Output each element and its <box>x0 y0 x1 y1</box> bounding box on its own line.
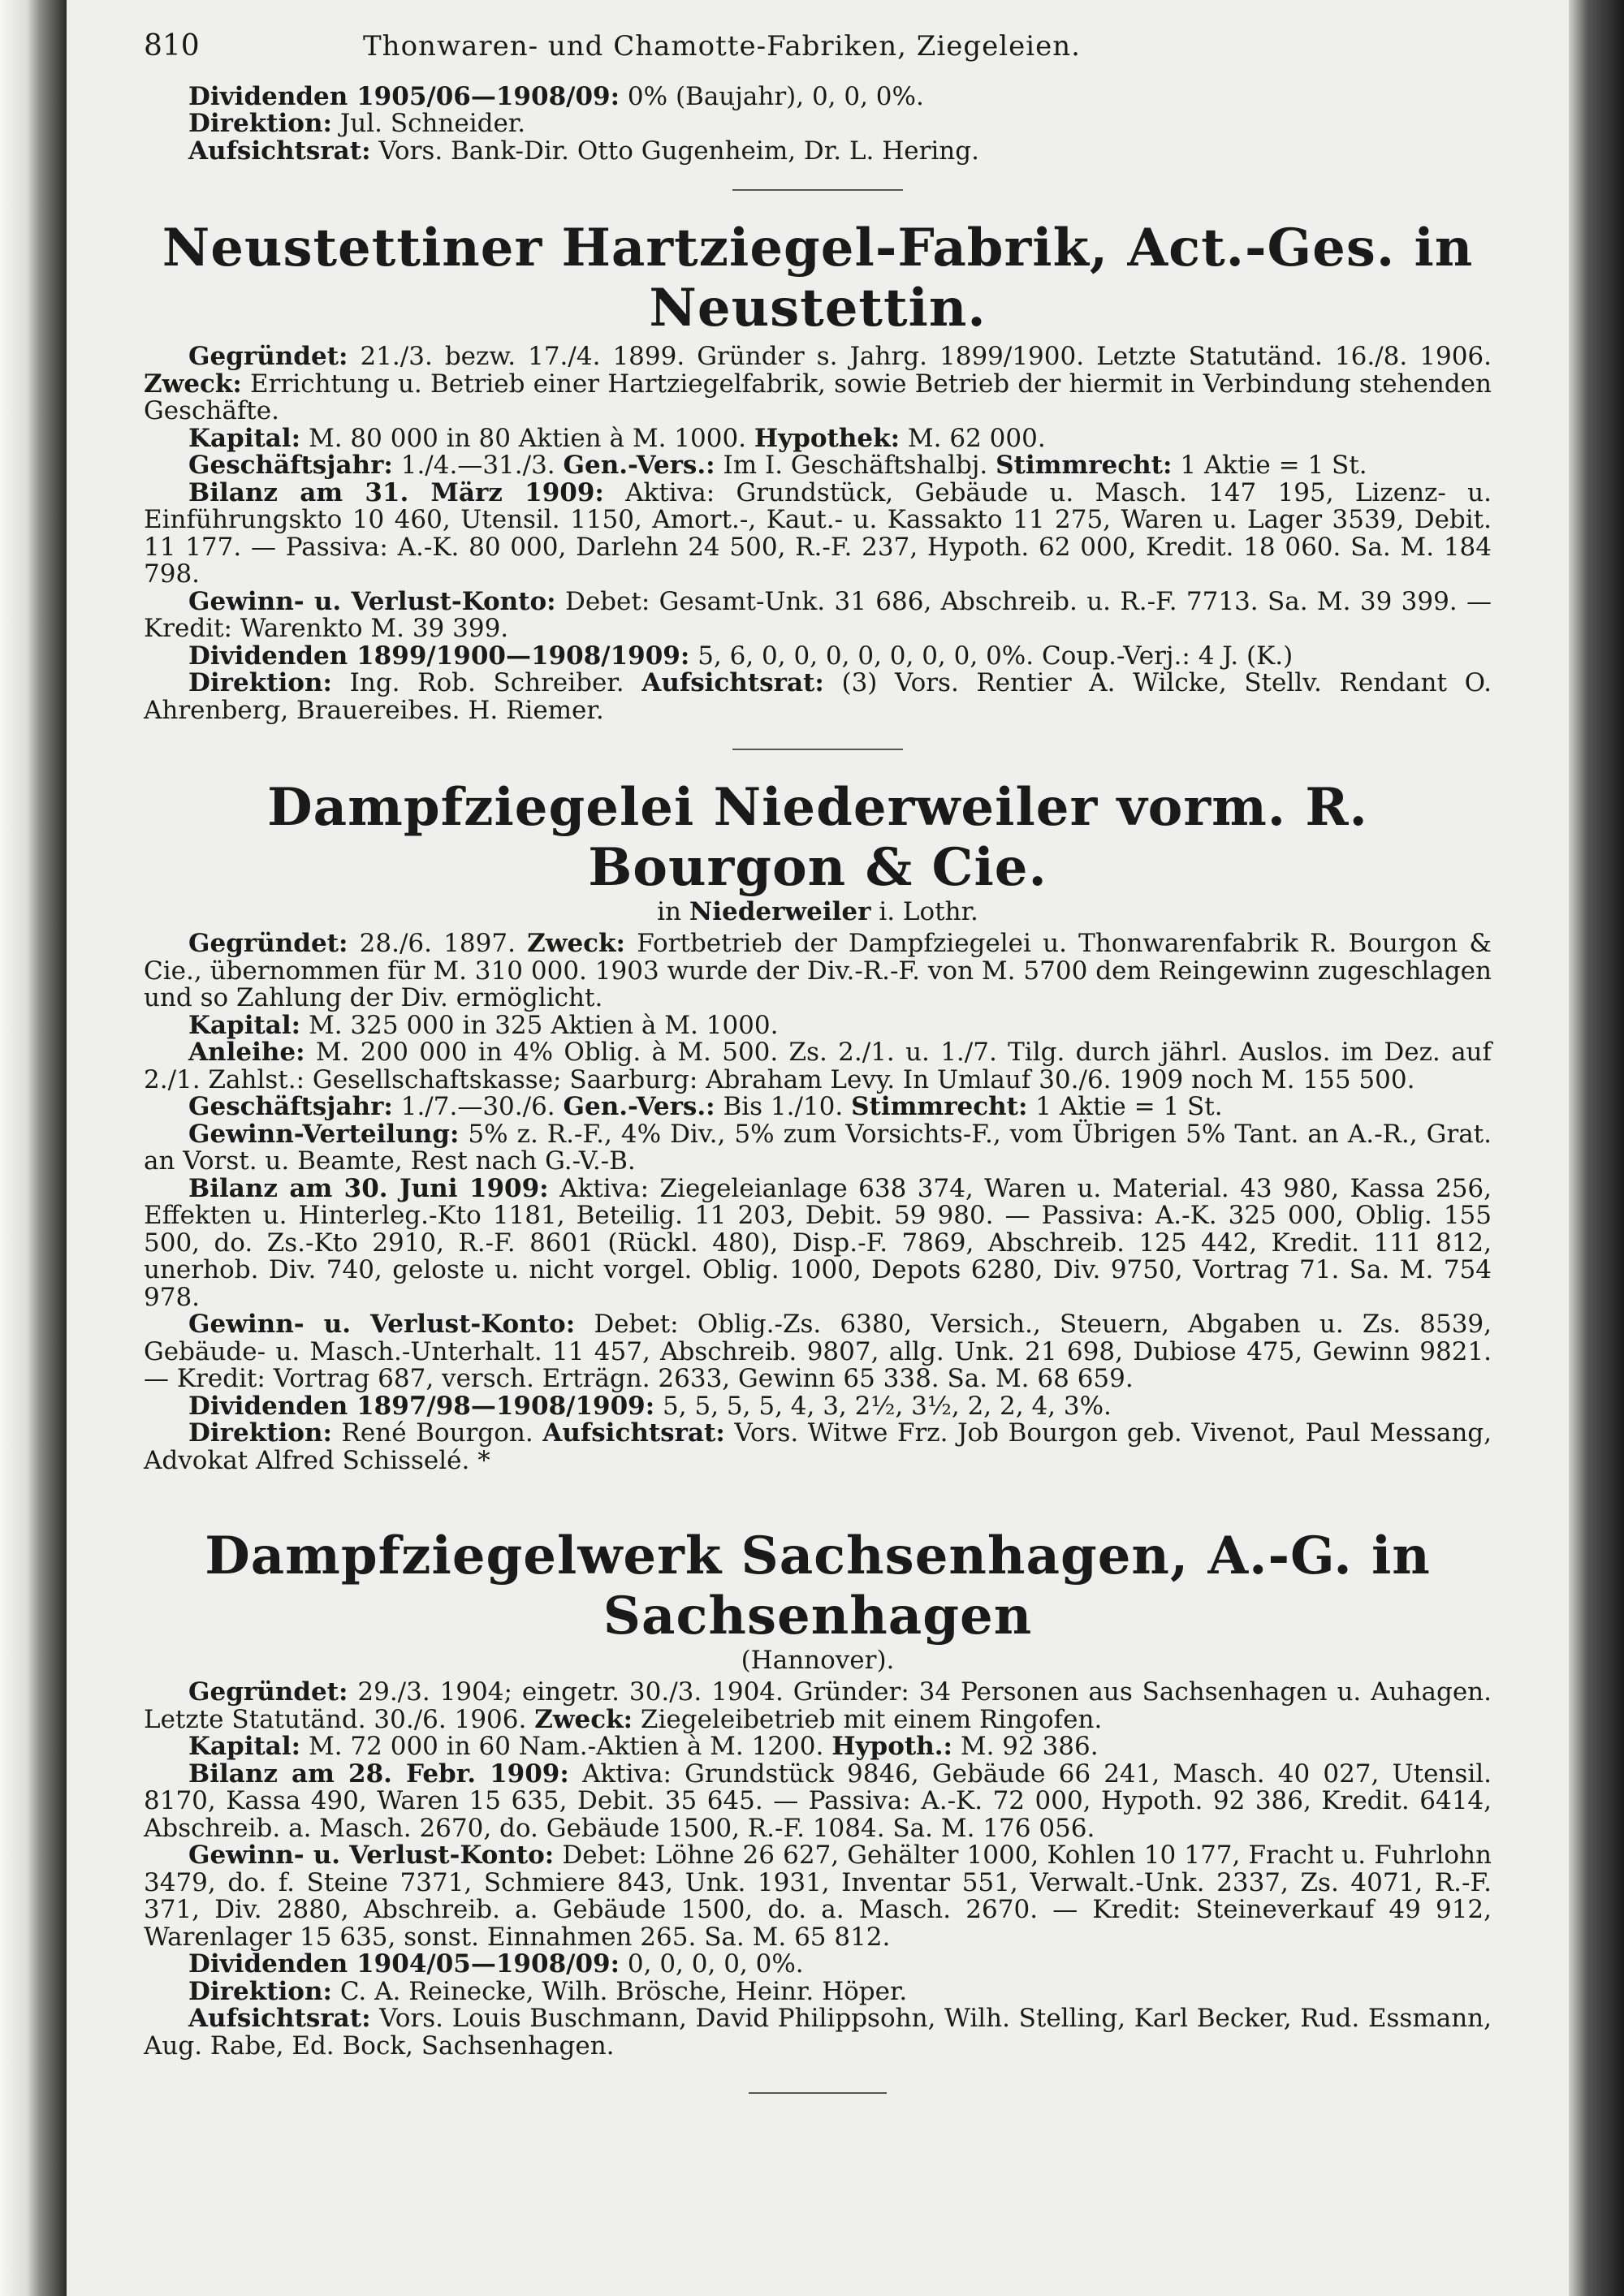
field-text: Ziegeleibetrieb mit einem Ringofen. <box>640 1704 1103 1734</box>
field-text: 0, 0, 0, 0, 0%. <box>627 1949 804 1979</box>
entry-dividends <box>144 643 1492 671</box>
field-label: Gegründet: <box>188 929 348 958</box>
field-text: Debet: Gesamt-Unk. 31 686, Abschreib. u. R.-F. 7713. Sa. M. 39 399. — Kredit: Warenkto M. 39 399. <box>144 586 1492 643</box>
entry-board <box>144 670 1492 724</box>
book-spine-shadow <box>0 0 67 2296</box>
field-label: Kapital: <box>188 1010 301 1040</box>
field-text: M. 72 000 in 60 Nam.-Aktien à M. 1200. <box>308 1732 824 1761</box>
entry-direktion <box>144 1976 1492 2006</box>
entry-capital <box>144 1012 1492 1040</box>
field-label: Gewinn- u. Verlust-Konto: <box>188 586 556 616</box>
field-text: Bis 1./10. <box>723 1092 844 1121</box>
field-label: Kapital: <box>188 423 301 453</box>
top-direktion-text: Jul. Schneider. <box>339 109 526 138</box>
field-text: 29./3. 1904; eingetr. 30./3. 1904. Gründer: 34 Personen aus Sachsenhagen u. Auhagen. Letzte Statutänd. 30./6. 1906. <box>144 1677 1492 1734</box>
field-text: René Bourgon. <box>341 1418 533 1448</box>
field-text: Aktiva: Grundstück, Gebäude u. Masch. 147 195, Lizenz- u. Einführungskto 10 460, Utensil. 1150, Amort.-, Kaut.- u. Kassakto 11 275, Waren u. Lager 3539, Debit. 11 177. — Passiva: A.-K. 80 000, Darlehn 24 500, R.-F. 237, Hypoth. 62 000, Kredit. 18 060. Sa. M. 184 798. <box>144 477 1492 589</box>
field-label: Direktion: <box>188 1976 332 2006</box>
document-page <box>67 0 1569 2296</box>
field-label: Zweck: <box>527 929 625 958</box>
page-header <box>144 29 1492 63</box>
entry-aufsichtsrat <box>144 2005 1492 2060</box>
field-text: Aktiva: Ziegeleianlage 638 374, Waren u. Material. 43 980, Kassa 256, Effekten u. Hinterleg.-Kto 1181, Beteilig. 11 203, Debit. 59 980. — Passiva: A.-K. 325 000, Oblig. 155 500, do. Zs.-Kto 2910, R.-F. 8601 (Rückl. 480), Disp.-F. 7869, Abschreib. 125 442, Kredit. 111 812, unerhob. Div. 740, geloste u. nicht vorgel. Oblig. 1000, Depots 6280, Div. 9750, Vortrag 71. Sa. M. 754 978. <box>144 1173 1492 1312</box>
field-label: Bilanz am 31. März 1909: <box>188 477 604 507</box>
entry-fiscal <box>144 1094 1492 1121</box>
field-label: Gewinn- u. Verlust-Konto: <box>188 1841 555 1870</box>
field-text: Debet: Löhne 26 627, Gehälter 1000, Kohlen 10 177, Fracht u. Fuhrlohn 3479, do. f. Steine 7371, Schmiere 843, Unk. 1931, Inventar 551, Verwalt.-Unk. 2337, Zs. 4071, R.-F. 371, Div. 2880, Abschreib. a. Gebäude 1500, do. a. Masch. 2670. — Kredit: Steineverkauf 49 912, Warenlager 15 635, sonst. Einnahmen 265. Sa. M. 65 812. <box>144 1841 1492 1952</box>
entry-balance <box>144 477 1492 589</box>
field-text: 21./3. bezw. 17./4. 1899. Gründer s. Jahrg. 1899/1900. Letzte Statutänd. 16./8. 1906. <box>360 342 1492 371</box>
field-text: M. 200 000 in 4% Oblig. à M. 500. Zs. 2./1. u. 1./7. Tilg. durch jährl. Auslos. im Dez. auf 2./1. Zahlst.: Gesellschaftskasse; Saarburg: Abraham Levy. In Umlauf 30./6. 1909 noch M. 155 500. <box>144 1038 1492 1094</box>
entry-loan <box>144 1039 1492 1094</box>
field-label: Bilanz am 30. Juni 1909: <box>188 1173 549 1203</box>
entry-profit-loss <box>144 1842 1492 1951</box>
field-text: 5, 5, 5, 5, 4, 3, 2½, 3½, 2, 2, 4, 3%. <box>663 1391 1112 1421</box>
field-label: Aufsichtsrat: <box>188 2004 371 2033</box>
entry-title: Neustettiner Hartziegel-Fabrik, Act.-Ges. in Neustettin. <box>162 218 1474 339</box>
entry-title: Dampfziegelwerk Sachsenhagen, A.-G. in Sachsenhagen <box>205 1526 1431 1646</box>
entry-dividends <box>144 1393 1492 1421</box>
entry-founding <box>144 930 1492 1012</box>
field-text: Vors. Louis Buschmann, David Philippsohn, Wilh. Stelling, Karl Becker, Rud. Essmann, Aug. Rabe, Ed. Bock, Sachsenhagen. <box>144 2004 1492 2061</box>
field-label: Geschäftsjahr: <box>188 1092 393 1121</box>
section-divider <box>732 749 903 750</box>
field-text: M. 62 000. <box>907 423 1046 453</box>
spacer <box>144 1474 1492 1513</box>
field-label: Gegründet: <box>188 342 348 371</box>
field-label: Hypothek: <box>754 423 901 453</box>
entry-balance <box>144 1761 1492 1843</box>
field-label: Aufsichtsrat: <box>542 1418 725 1448</box>
field-label: Dividenden 1904/05—1908/09: <box>188 1949 620 1979</box>
field-label: Dividenden 1899/1900—1908/1909: <box>188 641 690 671</box>
top-direktion <box>144 110 1492 138</box>
running-head: Thonwaren- und Chamotte-Fabriken, Ziegeleien. <box>363 30 1081 63</box>
location-prefix: in <box>657 897 681 926</box>
field-label: Zweck: <box>144 369 242 399</box>
field-label: Anleihe: <box>188 1038 305 1067</box>
field-text: 1./4.—31./3. <box>400 451 555 480</box>
field-text: Ing. Rob. Schreiber. <box>349 668 624 697</box>
field-text: M. 92 386. <box>960 1732 1099 1761</box>
field-label: Aufsichtsrat: <box>641 668 824 697</box>
field-text: Vors. Witwe Frz. Job Bourgon geb. Vivenot, Paul Messang, Advokat Alfred Schisselé. * <box>144 1418 1492 1475</box>
entry-neustettin <box>144 218 1492 724</box>
entry-founding <box>144 343 1492 425</box>
page-number: 810 <box>144 29 200 63</box>
field-label: Gen.-Vers.: <box>563 1092 715 1121</box>
entry-balance <box>144 1173 1492 1312</box>
top-dividenden <box>144 81 1492 111</box>
page-content <box>144 29 1492 2121</box>
top-aufsichtsrat <box>144 138 1492 166</box>
field-label: Bilanz am 28. Febr. 1909: <box>188 1759 569 1789</box>
entry-location <box>144 898 1492 926</box>
field-text: M. 80 000 in 80 Aktien à M. 1000. <box>308 423 747 453</box>
field-label: Gen.-Vers.: <box>563 451 715 480</box>
entry-profit-loss <box>144 1311 1492 1393</box>
field-text: 1 Aktie = 1 St. <box>1180 451 1367 480</box>
entry-dividends <box>144 1951 1492 1979</box>
entry-board <box>144 1420 1492 1474</box>
entry-capital <box>144 425 1492 453</box>
entry-fiscal <box>144 452 1492 480</box>
field-label: Hypoth.: <box>831 1732 952 1761</box>
entry-niederweiler <box>144 778 1492 1474</box>
field-label: Stimmrecht: <box>851 1092 1028 1121</box>
field-label: Dividenden 1897/98—1908/1909: <box>188 1391 655 1421</box>
entry-founding <box>144 1679 1492 1733</box>
field-label: Gewinn- u. Verlust-Konto: <box>188 1310 576 1339</box>
top-entry <box>144 81 1492 166</box>
top-aufsichtsrat-text: Vors. Bank-Dir. Otto Gugenheim, Dr. L. Hering. <box>378 136 979 166</box>
page-edge-shadow <box>1569 0 1624 2296</box>
field-text: 1 Aktie = 1 St. <box>1035 1092 1223 1121</box>
entry-capital <box>144 1733 1492 1761</box>
field-label: Geschäftsjahr: <box>188 451 393 480</box>
field-label: Gegründet: <box>188 1677 348 1707</box>
field-text: Debet: Oblig.-Zs. 6380, Versich., Steuern, Abgaben u. Zs. 8539, Gebäude- u. Masch.-Unterhalt. 11 457, Abschreib. 9807, allg. Unk. 21 698, Dubiose 475, Gewinn 9821. — Kredit: Vortrag 687, versch. Erträgn. 2633, Gewinn 65 338. Sa. M. 68 659. <box>144 1310 1492 1393</box>
top-aufsichtsrat-label: Aufsichtsrat: <box>188 136 371 166</box>
location-suffix: i. Lothr. <box>879 897 978 926</box>
field-text: M. 325 000 in 325 Aktien à M. 1000. <box>308 1010 779 1040</box>
field-text: 1./7.—30./6. <box>400 1092 555 1121</box>
top-dividenden-label: Dividenden 1905/06—1908/09: <box>188 81 620 111</box>
section-divider <box>732 189 903 191</box>
field-label: Stimmrecht: <box>996 451 1173 480</box>
location-place: Niederweiler <box>689 897 871 926</box>
field-label: Zweck: <box>534 1704 633 1734</box>
field-label: Kapital: <box>188 1732 301 1761</box>
section-divider <box>749 2092 887 2094</box>
entry-title: Dampfziegelei Niederweiler vorm. R. Bourgon & Cie. <box>267 777 1368 898</box>
field-text: Aktiva: Grundstück 9846, Gebäude 66 241, Masch. 40 027, Utensil. 8170, Kassa 490, Waren 15 635, Debit. 35 645. — Passiva: A.-K. 72 000, Hypoth. 92 386, Kredit. 6414, Abschreib. a. Masch. 2670, do. Gebäude 1500, R.-F. 1084. Sa. M. 176 056. <box>144 1759 1492 1843</box>
field-text: C. A. Reinecke, Wilh. Brösche, Heinr. Höper. <box>339 1976 908 2006</box>
field-label: Gewinn-Verteilung: <box>188 1119 460 1149</box>
entry-profit-distribution <box>144 1121 1492 1176</box>
field-text: Fortbetrieb der Dampfziegelei u. Thonwarenfabrik R. Bourgon & Cie., übernommen für M. 310 000. 1903 wurde der Div.-R.-F. von M. 5700 dem Reingewinn zugeschlagen und so Zahlung der Div. ermöglicht. <box>144 929 1492 1012</box>
field-label: Direktion: <box>188 1418 332 1448</box>
top-dividenden-text: 0% (Baujahr), 0, 0, 0%. <box>627 81 924 111</box>
field-text: Im I. Geschäftshalbj. <box>723 451 988 480</box>
entry-location: (Hannover). <box>741 1646 895 1675</box>
field-text: 5% z. R.-F., 4% Div., 5% zum Vorsichts-F., vom Übrigen 5% Tant. an A.-R., Grat. an Vorst. u. Beamte, Rest nach G.-V.-B. <box>144 1119 1492 1176</box>
field-text: 28./6. 1897. <box>359 929 516 958</box>
top-direktion-label: Direktion: <box>188 109 332 138</box>
entry-sachsenhagen <box>144 1526 1492 2060</box>
field-text: 5, 6, 0, 0, 0, 0, 0, 0, 0, 0%. Coup.-Verj.: 4 J. (K.) <box>698 641 1294 671</box>
field-text: (3) Vors. Rentier A. Wilcke, Stellv. Rendant O. Ahrenberg, Brauereibes. H. Riemer. <box>144 668 1492 725</box>
field-text: Errichtung u. Betrieb einer Hartziegelfabrik, sowie Betrieb der hiermit in Verbindung stehenden Geschäfte. <box>144 369 1492 425</box>
field-label: Direktion: <box>188 668 332 697</box>
entry-profit-loss <box>144 586 1492 643</box>
